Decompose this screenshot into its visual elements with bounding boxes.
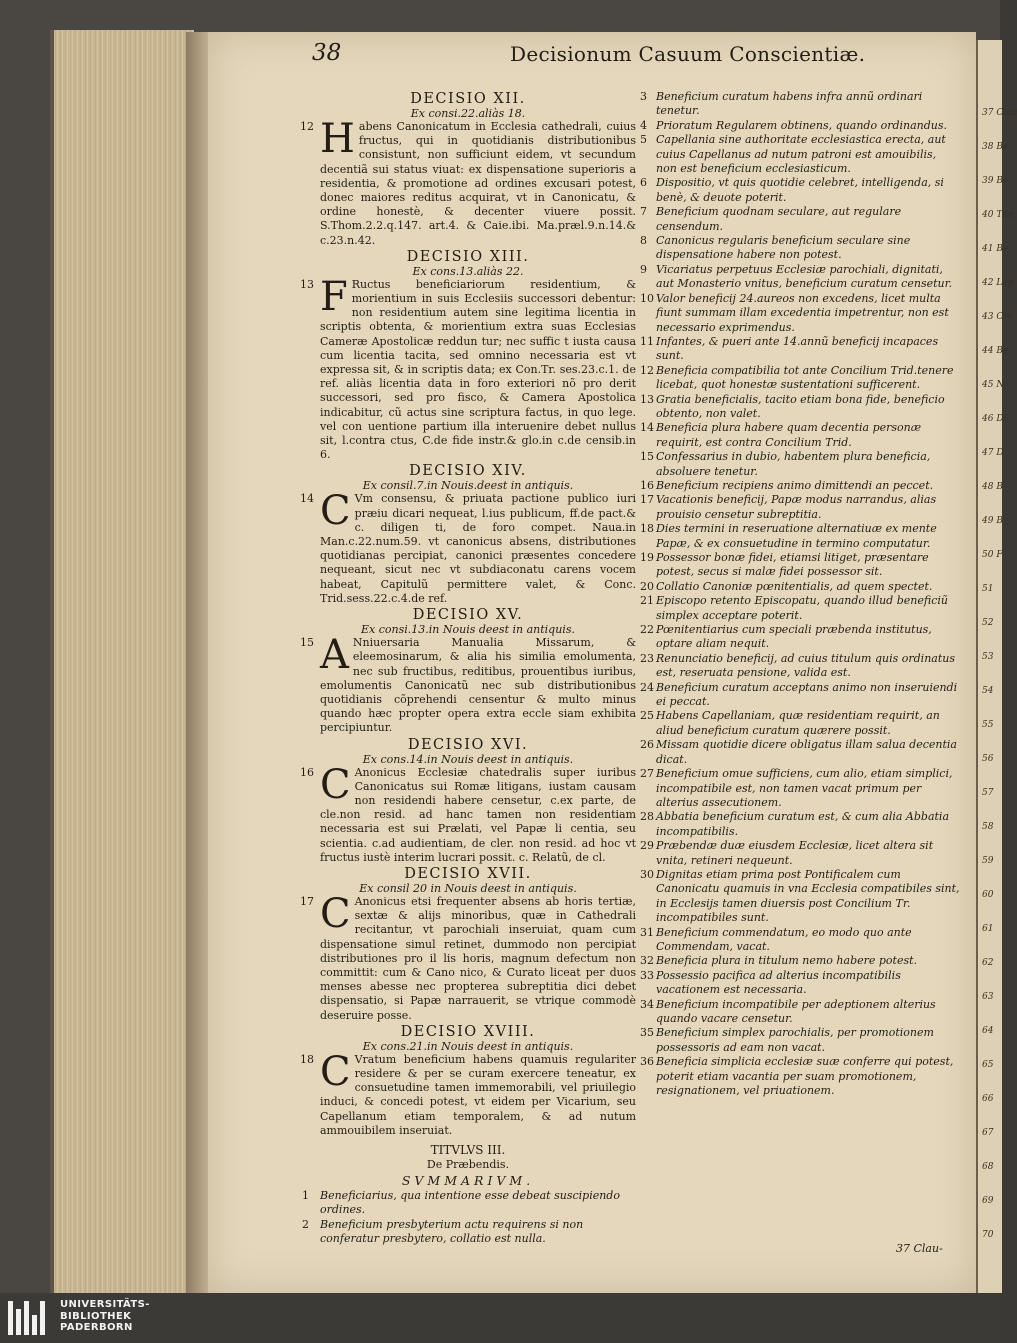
right-page-fragment: 68 bbox=[982, 1162, 994, 1172]
summary-item-text: Abbatia beneficium curatum est, & cum alia Abbatia incompatibilis. bbox=[656, 810, 950, 838]
summary-item-number: 30 bbox=[640, 867, 654, 881]
decision-source: Ex cons.21.in Nouis deest in antiquis. bbox=[362, 1039, 574, 1053]
right-page-fragment: 53 bbox=[982, 652, 994, 662]
right-page-fragment: 64 bbox=[982, 1026, 994, 1036]
paragraph-number: 17 bbox=[300, 894, 314, 908]
decision-source: Ex cons.14.in Nouis deest in antiquis. bbox=[362, 752, 574, 766]
summary-item-number: 19 bbox=[640, 551, 654, 564]
decision-paragraph bbox=[300, 1048, 636, 1138]
decision-title: DECISIO XV. bbox=[412, 607, 524, 624]
right-page-fragment: 47 D bbox=[982, 448, 1004, 458]
decision-title: DECISIO XIII. bbox=[406, 248, 530, 265]
library-name-line-1: UNIVERSITÄTS- bbox=[60, 1299, 150, 1310]
summary-item bbox=[638, 205, 960, 234]
summary-item bbox=[638, 1055, 960, 1098]
decision-paragraph bbox=[300, 116, 636, 248]
summary-item-number: 9 bbox=[640, 262, 647, 276]
right-page-fragment: 63 bbox=[982, 992, 994, 1002]
decision-source: Ex consi.22.aliàs 18. bbox=[410, 107, 526, 120]
right-page-fragment: 44 Be bbox=[982, 346, 1009, 356]
summary-item bbox=[638, 681, 960, 710]
summary-item bbox=[638, 709, 960, 738]
decision-paragraph bbox=[300, 890, 636, 1023]
summary-item-text: Beneficium omue sufficiens, cum alio, etiam simplici, incompatibile est, non tamen vacat primum per alterius assecutionem. bbox=[656, 767, 953, 809]
summary-item-text: Beneficium simplex parochialis, per promotionem possessoris ad eam non vacat. bbox=[656, 1026, 934, 1054]
summary-item-number: 20 bbox=[640, 579, 654, 593]
summary-item bbox=[300, 1189, 636, 1218]
summary-item-text: Beneficia simplicia ecclesiæ suæ conferre qui potest, poterit etiam vacantia per suam promotionem, resignationem, vel priuationem. bbox=[656, 1055, 954, 1098]
summary-item bbox=[638, 90, 960, 119]
library-footer bbox=[0, 1293, 1000, 1343]
summary-item-text: Beneficium curatum habens infra annũ ordinari tenetur. bbox=[656, 90, 923, 118]
paragraph-number: 18 bbox=[300, 1052, 314, 1066]
right-page-fragment: 54 bbox=[982, 686, 994, 696]
paragraph-text: Vratum beneficium habens quamuis regulariter residere & per se curam exercere teneatur, ex consuetudine tamen immemorabili, vel priuilegio induci, & concedi potest, vt eidem per Vicarium, seu Capellanum etiam temporalem, & ad nutum ammouibilem inseruiat. bbox=[320, 1052, 636, 1137]
left-column bbox=[300, 90, 636, 1247]
summary-item-number: 11 bbox=[640, 334, 654, 348]
summary-item bbox=[638, 580, 960, 594]
summary-item bbox=[638, 1026, 960, 1055]
summary-item-text: Collatio Canoniæ pœnitentialis, ad quem spectet. bbox=[656, 579, 933, 593]
summary-item-number: 25 bbox=[640, 709, 654, 723]
right-page-fragment: 40 The bbox=[982, 210, 1014, 220]
library-name-line-3: PADERBORN bbox=[60, 1322, 133, 1333]
summary-item-text: Beneficia plura habere quam decentia personæ requirit, est contra Concilium Trid. bbox=[656, 421, 922, 449]
decision-source: Ex consil.7.in Nouis.deest in antiquis. bbox=[362, 479, 574, 493]
decision-source: Ex consi.13.in Nouis deest in antiquis. bbox=[361, 623, 575, 637]
decision-title: DECISIO XVII. bbox=[404, 865, 532, 882]
summary-item-number: 32 bbox=[640, 954, 654, 968]
summary-item-number: 8 bbox=[640, 234, 647, 248]
decision-title: DECISIO XII. bbox=[410, 91, 526, 107]
summary-item-number: 23 bbox=[640, 651, 654, 665]
right-page-fragment: 38 Be bbox=[982, 142, 1009, 152]
running-head: Decisionum Casuum Conscientiæ. bbox=[510, 42, 866, 66]
summary-item bbox=[638, 335, 960, 364]
summary-item-text: Dignitas etiam prima post Pontificalem cum Canonicatu quamuis in vna Ecclesia compatibiles sint, in Ecclesijs tamen diuersis post Concilium Tr. incompatibiles sunt. bbox=[656, 867, 960, 925]
summary-item-number: 34 bbox=[640, 997, 654, 1011]
library-name bbox=[60, 1299, 150, 1334]
summary-item-number: 31 bbox=[640, 925, 654, 939]
summary-item-number: 26 bbox=[640, 738, 654, 752]
right-page-fragment: 51 bbox=[982, 584, 994, 594]
summary-label: SVMMARIVM. bbox=[401, 1172, 535, 1188]
library-name-line-2: BIBLIOTHEK bbox=[60, 1310, 132, 1322]
paragraph-text: Anonicus etsi frequenter absens ab horis tertiæ, sextæ & alijs minoribus, quæ in Cathedrali recitantur, vt parochiali inseruiat, quam cum dispensatione simul retinet, dummodo non percipiat distributiones pro il lis horis, magnum defectum non committit: cum & Cano nico, & Curato liceat per duos menses abesse nec propterea subreptitia dici debet dispensatio, si Papæ narrauerit, se vtrique commodè deseruire posse. bbox=[320, 894, 636, 1022]
right-page-fragment: 61 bbox=[982, 924, 994, 934]
summary-item-number: 36 bbox=[640, 1055, 654, 1069]
summary-item-text: Beneficia compatibilia tot ante Concilium Trid.tenere licebat, quot honestæ sustentationi sufficerent. bbox=[656, 363, 954, 392]
summary-item-number: 13 bbox=[640, 392, 654, 406]
drop-capital: C bbox=[320, 488, 351, 535]
right-page-fragment: 59 bbox=[982, 856, 994, 866]
right-page-fragment: 37 Clau bbox=[982, 108, 1017, 118]
summary-item-text: Dispositio, vt quis quotidie celebret, intelligenda, si benè, & deuote poterit. bbox=[656, 176, 944, 204]
summary-item bbox=[638, 421, 960, 450]
decision-paragraph bbox=[300, 632, 636, 735]
right-page-fragment: 43 Cre bbox=[982, 312, 1013, 322]
summary-item bbox=[638, 263, 960, 292]
summary-item-text: Beneficium curatum acceptans animo non inseruiendi ei peccat. bbox=[656, 680, 958, 709]
summary-item-text: Præbendæ duæ eiusdem Ecclesiæ, licet altera sit vnita, retineri nequeunt. bbox=[656, 839, 934, 867]
summary-item bbox=[638, 810, 960, 839]
summary-item-number: 17 bbox=[640, 493, 654, 507]
right-page-fragment: 42 Leg bbox=[982, 278, 1014, 288]
drop-capital: C bbox=[320, 1048, 351, 1095]
summary-item-number: 29 bbox=[640, 839, 654, 853]
summary-item-number: 21 bbox=[640, 594, 654, 608]
summary-item-text: Episcopo retento Episcopatu, quando illud beneficiũ simplex acceptare poterit. bbox=[656, 594, 948, 622]
summary-item bbox=[638, 868, 960, 926]
summary-item-number: 28 bbox=[640, 810, 654, 824]
summary-item-text: Capellania sine authoritate ecclesiastica erecta, aut cuius Capellanus ad nutum patroni est amouibilis, non est beneficium ecclesiasticum. bbox=[656, 133, 946, 176]
summary-item-text: Beneficium incompatibile per adeptionem alterius quando vacare censetur. bbox=[656, 997, 936, 1025]
paragraph-number: 14 bbox=[300, 492, 314, 506]
right-page-fragment: 60 bbox=[982, 890, 994, 900]
summary-item-text: Beneficiarius, qua intentione esse debeat suscipiendo ordines. bbox=[320, 1188, 620, 1217]
summary-item bbox=[638, 926, 960, 955]
summary-item-number: 1 bbox=[302, 1188, 309, 1202]
drop-capital: A bbox=[320, 632, 349, 679]
summary-item bbox=[300, 1218, 636, 1247]
decision-paragraph bbox=[300, 488, 636, 606]
summary-item-number: 10 bbox=[640, 291, 654, 305]
right-page-fragment: 67 bbox=[982, 1128, 994, 1138]
right-page-fragment: 49 B bbox=[982, 516, 1003, 526]
summary-item bbox=[638, 364, 960, 393]
summary-item-number: 18 bbox=[640, 522, 654, 536]
decision-title: DECISIO XVI. bbox=[407, 736, 529, 753]
summary-item-text: Beneficium commendatum, eo modo quo ante Commendam, vacat. bbox=[656, 925, 912, 953]
summary-item-number: 4 bbox=[640, 118, 647, 132]
summary-item-text: Infantes, & pueri ante 14.annũ beneficij incapaces sunt. bbox=[656, 334, 939, 363]
summary-item bbox=[638, 594, 960, 623]
paragraph-text: Vm consensu, & priuata pactione publico iuri præiu dicari nequeat, l.ius publicum, ff.de pact.& c. diligen ti, de foro compet. Naua.in Man.c.22.num.59. vt canonicus absens, distributiones quotidianas percipiat, canonici præsentes concedere nequeant, sicut nec vt subdiaconatu carens vocem habeat, Capitulũ permittere valet, & Conc. Trid.sess.22.c.4.de ref. bbox=[320, 492, 636, 605]
summary-item bbox=[638, 767, 960, 810]
summary-item-text: Beneficium quodnam seculare, aut regulare censendum. bbox=[656, 205, 902, 233]
summary-item bbox=[638, 450, 960, 479]
summary-item-number: 33 bbox=[640, 968, 654, 982]
decision-title: DECISIO XIV. bbox=[409, 463, 527, 480]
right-page-sliver bbox=[976, 40, 1017, 1293]
titulus-title: TITVLVS III. bbox=[430, 1142, 506, 1157]
right-page-fragment: 46 Di bbox=[982, 414, 1007, 424]
summary-item bbox=[638, 551, 960, 580]
summary-item bbox=[638, 133, 960, 176]
decision-title: DECISIO XVIII. bbox=[400, 1023, 536, 1040]
summary-item bbox=[638, 998, 960, 1027]
right-page-fragment: 41 Be bbox=[982, 244, 1009, 254]
decision-paragraph bbox=[300, 273, 636, 463]
paragraph-text: abens Canonicatum in Ecclesia cathedrali, cuius fructus, qui in quotidianis distributionibus consistunt, non sufficiunt eidem, vt secundum decentiã sui status viuat: ex dispensatione superioris a residentia, & promotione ad ordines excusari potest, donec maiores reditus acquirat, vt in Canonicatu, & ordine honestè, & decenter viuere possit. S.Thom.2.2.q.147. art.4. & Caie.ibi. Ma.præl.9.n.14.& c.23.n.42. bbox=[320, 120, 636, 247]
right-page-fragment: 62 bbox=[982, 958, 994, 968]
drop-capital: C bbox=[320, 890, 351, 937]
paragraph-text: Anonicus Ecclesiæ chatedralis super iuribus Canonicatus sui Romæ litigans, iustam causam non residendi habere censetur, c.ex parte, de cle.non resid. ad hanc tamen non residentiam necessaria est sui Prælati, vel Papæ li centia, seu scientia. c.ad audientiam, de cler. non resid. ad hoc vt fructus iustè interim lucrari possit. c. Relatũ, de cl. bbox=[320, 765, 636, 864]
summary-item-number: 24 bbox=[640, 680, 654, 694]
catchword: 37 Clau- bbox=[896, 1242, 943, 1255]
right-page-fragment: 48 B bbox=[982, 482, 1003, 492]
summary-item-text: Confessarius in dubio, habentem plura beneficia, absoluere tenetur. bbox=[656, 450, 931, 478]
summary-item-number: 6 bbox=[640, 176, 647, 190]
summary-item-text: Dies termini in reseruatione alternatiuæ ex mente Papæ, & ex consuetudine in termino computatur. bbox=[656, 522, 937, 550]
summary-item bbox=[638, 234, 960, 263]
summary-item-text: Vicariatus perpetuus Ecclesiæ parochiali, dignitati, aut Monasterio vnitus, beneficium curatum censetur. bbox=[656, 262, 953, 291]
summary-item-text: Beneficium presbyterium actu requirens si non conferatur presbytero, collatio est nulla. bbox=[320, 1217, 584, 1246]
summary-item-text: Possessor bonæ fidei, etiamsi litiget, præsentare potest, secus si malæ fidei possessor sit. bbox=[656, 551, 929, 579]
summary-item-text: Vacationis beneficij, Papæ modus narrandus, alias prouisio censetur subreptitia. bbox=[656, 493, 937, 521]
summary-item-text: Renunciatio beneficij, ad cuius titulum quis ordinatus est, reseruata pensione, valida est. bbox=[656, 651, 955, 680]
summary-item bbox=[638, 292, 960, 335]
right-page-fragment: 56 bbox=[982, 754, 994, 764]
paragraph-number: 13 bbox=[300, 277, 314, 291]
right-page-fragment: 57 bbox=[982, 788, 994, 798]
paragraph-text: Nniuersaria Manualia Missarum, & eleemosinarum, & alia his similia emolumenta, nec sub fructibus, reditibus, prouentibus iuribus, emolumentis Canonicatũ nec sub distributionibus quotidianis cõprehendi censentur & multo minus quando hæc propter opera extra eccle siam exhibita percipiuntur. bbox=[320, 636, 636, 735]
summary-item-text: Canonicus regularis beneficium seculare sine dispensatione habere non potest. bbox=[656, 234, 911, 262]
summary-item bbox=[638, 119, 960, 133]
summary-item-number: 3 bbox=[640, 90, 647, 103]
summary-item-number: 35 bbox=[640, 1026, 654, 1040]
summary-item-number: 7 bbox=[640, 205, 647, 219]
summary-item-number: 2 bbox=[302, 1217, 309, 1231]
book-page-edges bbox=[50, 30, 194, 1293]
summary-item bbox=[638, 393, 960, 422]
drop-capital: H bbox=[320, 116, 355, 162]
right-page-fragment: 69 bbox=[982, 1196, 994, 1206]
paragraph-number: 16 bbox=[300, 765, 314, 779]
right-page-fragment: 52 bbox=[982, 618, 994, 628]
summary-item bbox=[638, 969, 960, 998]
right-page-fragment: 70 bbox=[982, 1230, 994, 1240]
titulus-subtitle: De Præbendis. bbox=[426, 1157, 510, 1171]
summary-item-number: 12 bbox=[640, 363, 654, 377]
summary-item-text: Possessio pacifica ad alterius incompatibilis vacationem est necessaria. bbox=[656, 968, 901, 997]
summary-item bbox=[638, 738, 960, 767]
summary-item bbox=[638, 652, 960, 681]
summary-item-text: Missam quotidie dicere obligatus illam salua decentia dicat. bbox=[656, 738, 957, 766]
decision-source: Ex consil 20 in Nouis deest in antiquis. bbox=[359, 881, 577, 895]
summary-item-number: 27 bbox=[640, 767, 654, 781]
summary-item bbox=[638, 493, 960, 522]
drop-capital: F bbox=[320, 273, 348, 320]
summary-item-text: Habens Capellaniam, quæ residentiam requirit, an aliud beneficium curatum quærere possit. bbox=[656, 709, 940, 737]
summary-item-text: Pœnitentiarius cum speciali præbenda institutus, optare aliam nequit. bbox=[656, 623, 932, 651]
summary-item bbox=[638, 623, 960, 652]
right-page-fragment: 55 bbox=[982, 720, 994, 730]
paragraph-number: 15 bbox=[300, 636, 314, 650]
summary-item bbox=[638, 176, 960, 205]
right-page-fragment: 39 Be bbox=[982, 176, 1009, 186]
drop-capital: C bbox=[320, 761, 351, 808]
right-page-fragment: 58 bbox=[982, 822, 994, 832]
page-number: 38 bbox=[312, 40, 342, 66]
right-page-fragment: 50 F bbox=[982, 550, 1003, 560]
library-bars-logo-icon bbox=[8, 1301, 52, 1335]
summary-item-text: Valor beneficij 24.aureos non excedens, licet multa fiunt summam illam excedentia impetrentur, non est necessario exprimendus. bbox=[656, 291, 949, 334]
summary-item-number: 5 bbox=[640, 133, 647, 147]
summary-item bbox=[638, 522, 960, 551]
summary-item bbox=[638, 839, 960, 868]
summary-item-text: Beneficium recipiens animo dimittendi an peccet. bbox=[656, 478, 934, 492]
summary-item-text: Beneficia plura in titulum nemo habere potest. bbox=[656, 954, 918, 968]
decision-paragraph bbox=[300, 761, 636, 865]
paragraph-number: 12 bbox=[300, 120, 314, 133]
right-page-fragment: 45 N bbox=[982, 380, 1005, 390]
summary-item-number: 22 bbox=[640, 623, 654, 637]
summary-item-text: Prioratum Regularem obtinens, quando ordinandus. bbox=[656, 118, 948, 132]
summary-item-number: 16 bbox=[640, 478, 654, 492]
summary-item-number: 15 bbox=[640, 450, 654, 464]
right-page-fragment: 66 bbox=[982, 1094, 994, 1104]
summary-item-number: 14 bbox=[640, 421, 654, 435]
right-column bbox=[638, 90, 960, 1098]
right-page-fragment: 65 bbox=[982, 1060, 994, 1070]
summary-item bbox=[638, 479, 960, 493]
decision-source: Ex cons.13.aliàs 22. bbox=[412, 264, 524, 278]
summary-item bbox=[638, 954, 960, 968]
paragraph-text: Ructus beneficiariorum residentium, & morientium in suis Ecclesiis successori debentur: non residentium autem sine legitima licentia in scriptis obtenta, & morientium extra suas Ecclesias Cameræ Apostolicæ reddun tur; nec suffic t iusta causa cum licentia tacita, sed omnino necessaria est vt expressa sit, & in scriptis data; ex Con.Tr. ses.23.c.1. de ref. aliàs licentia data in foro exteriori nõ pro derit successori, sed pro fisco, & Camera Apostolica indicabitur, cũ actus sine scriptura factus, in quo lege. vel con uentione partium illa interuenire debet nullus sit, l.contra ctus, C.de fide instr.& glo.in c.de censib.in 6. bbox=[320, 277, 636, 462]
summary-item-text: Gratia beneficialis, tacito etiam bona fide, beneficio obtento, non valet. bbox=[656, 392, 945, 420]
